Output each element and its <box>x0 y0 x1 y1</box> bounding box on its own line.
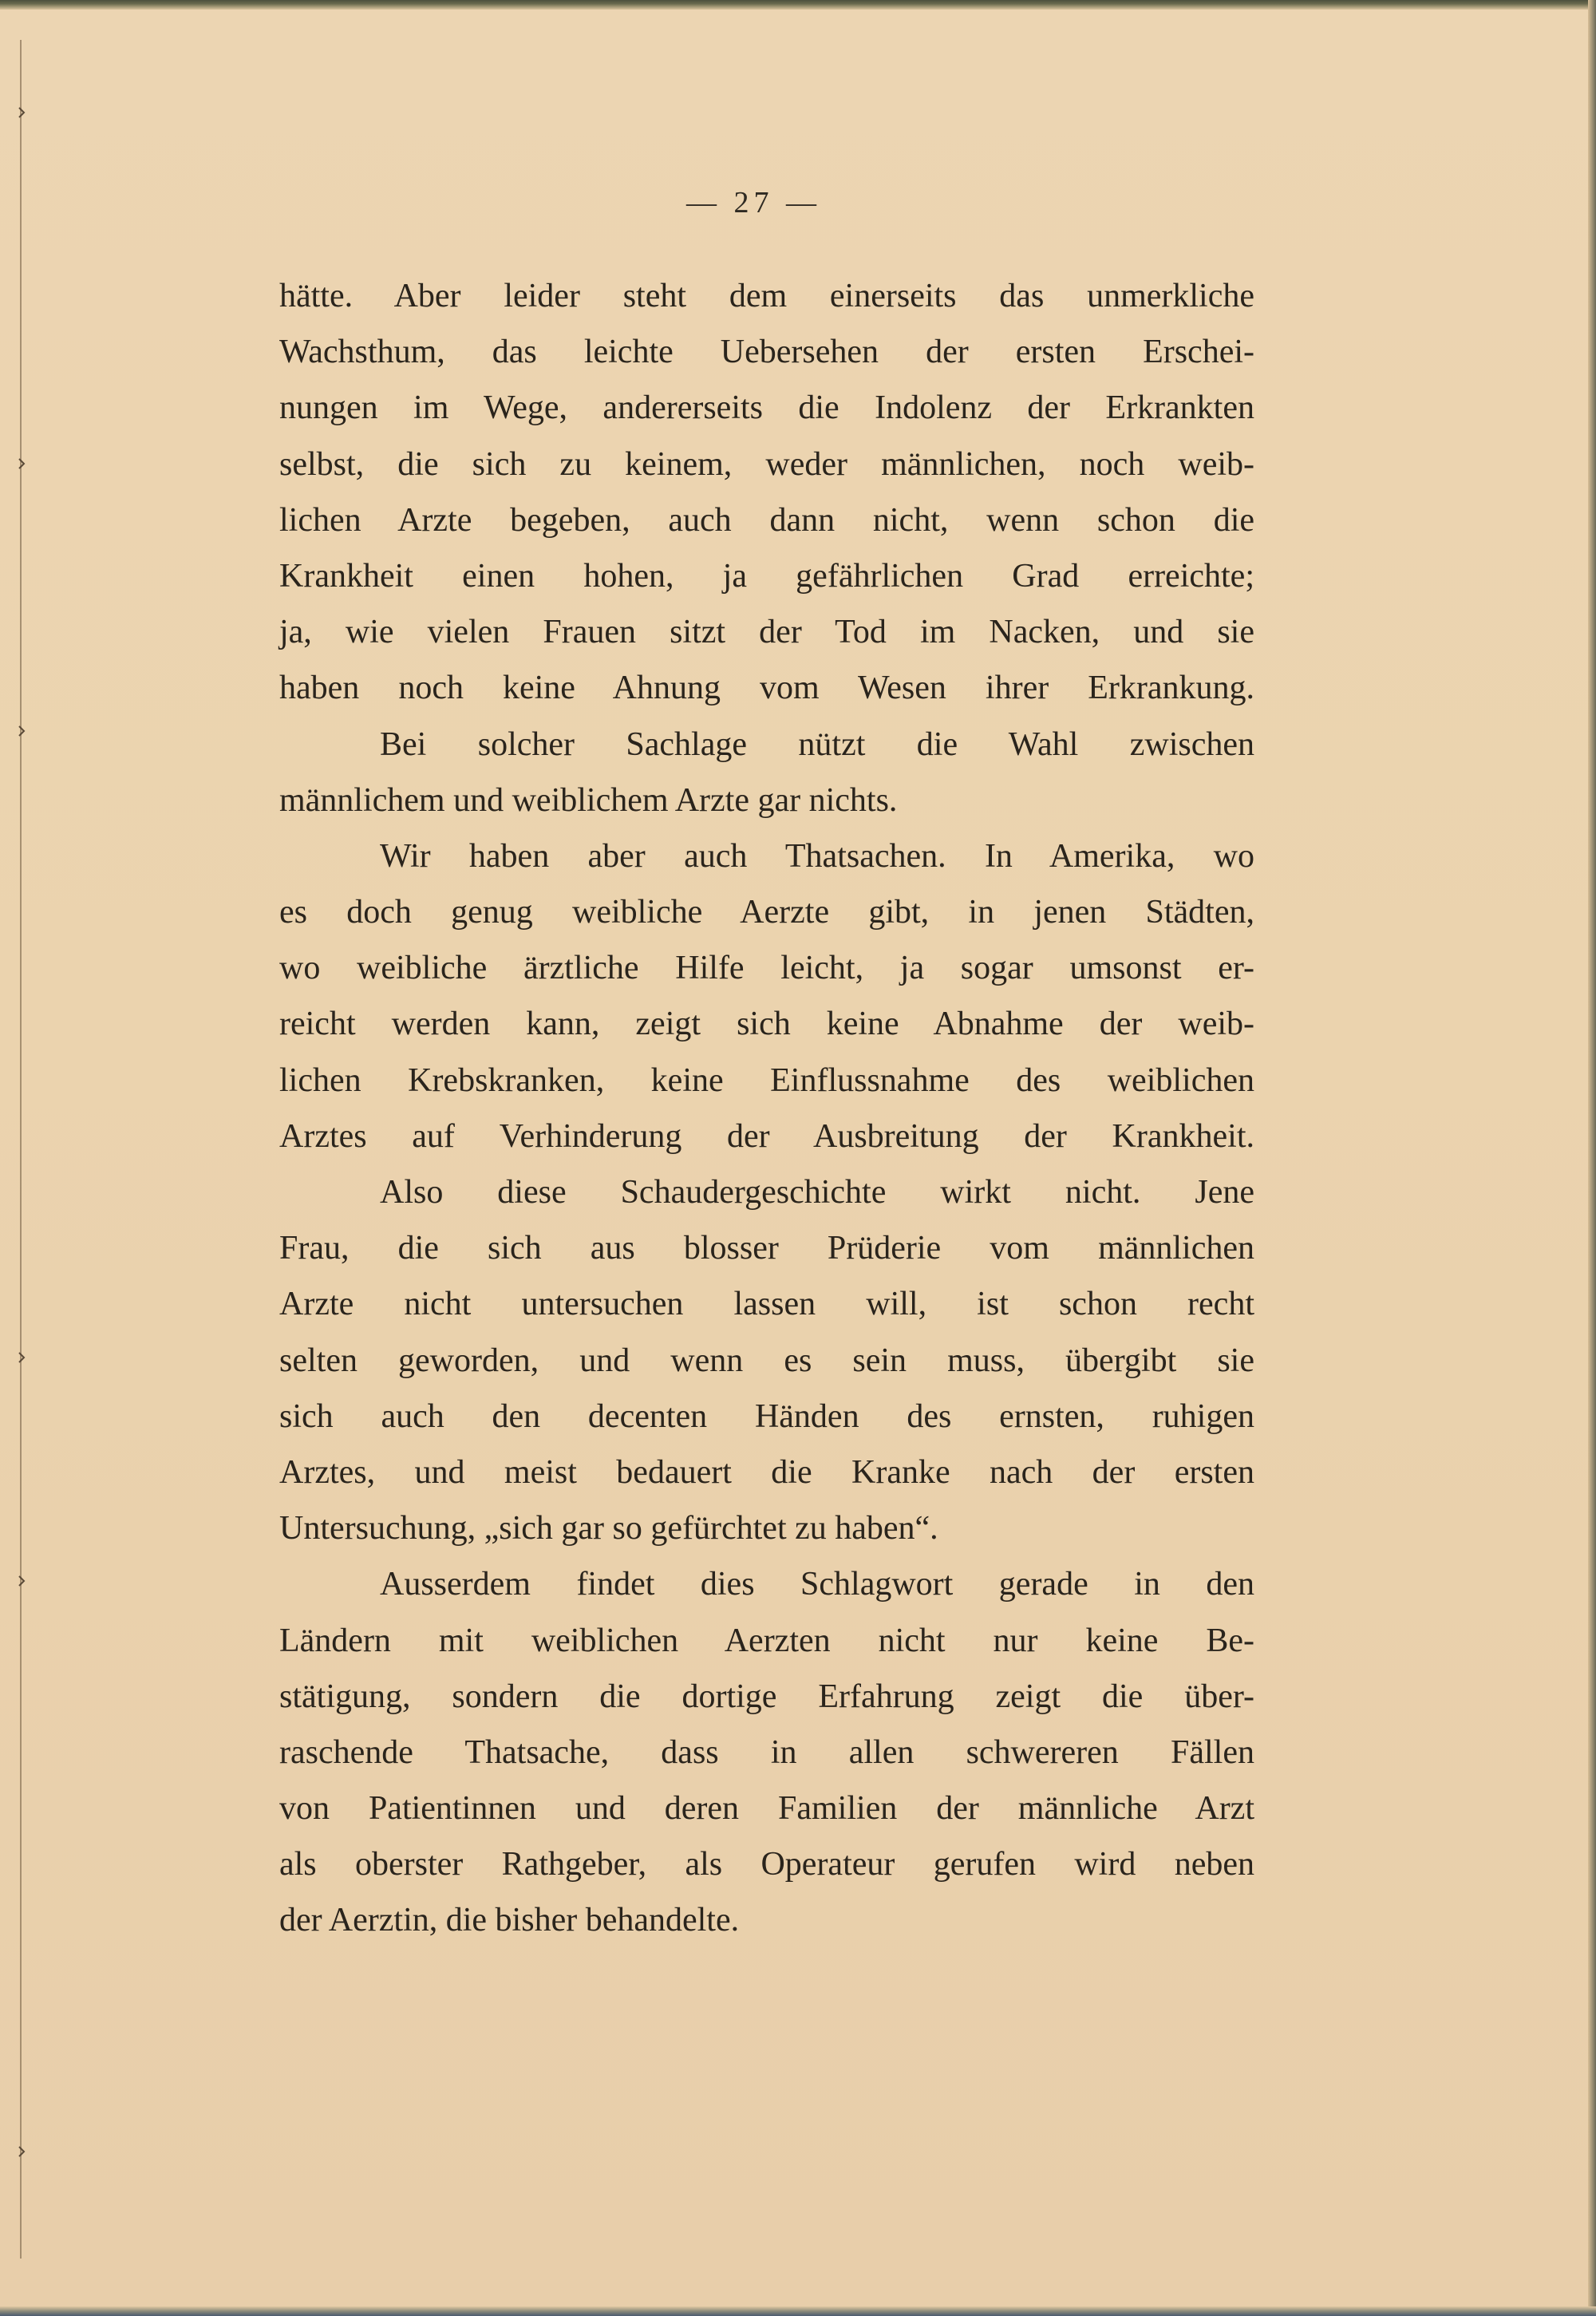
text-line: Frau, die sich aus blosser Prüderie vom männlichen <box>279 1230 1254 1267</box>
text-line: ja, wie vielen Frauen sitzt der Tod im Nacken, und sie <box>279 614 1254 651</box>
text-line: haben noch keine Ahnung vom Wesen ihrer Erkrankung. <box>279 670 1254 707</box>
text-line: als oberster Rathgeber, als Operateur gerufen wird neben <box>279 1846 1254 1883</box>
text-line: Untersuchung, „sich gar so gefürchtet zu haben“. <box>279 1510 938 1547</box>
text-line: Arztes auf Verhinderung der Ausbreitung der Krankheit. <box>279 1117 1254 1155</box>
text-line: Wir haben aber auch Thatsachen. In Amerika, wo <box>380 837 1254 875</box>
text-line: männlichem und weiblichem Arzte gar nichts. <box>279 781 898 819</box>
text-line: Ausserdem findet dies Schlagwort gerade in den <box>380 1566 1254 1603</box>
text-line: Wachsthum, das leichte Uebersehen der ersten Erschei- <box>279 334 1254 371</box>
text-line: hätte. Aber leider steht dem einerseits das unmerkliche <box>279 278 1254 314</box>
text-line: Also diese Schaudergeschichte wirkt nicht. Jene <box>380 1174 1254 1211</box>
text-line: Krankheit einen hohen, ja gefährlichen Grad erreichte; <box>279 557 1254 595</box>
page-top-edge <box>0 0 1596 10</box>
text-line: raschende Thatsache, dass in allen schwereren Fällen <box>279 1733 1254 1771</box>
text-line: Bei solcher Sachlage nützt die Wahl zwischen <box>380 725 1254 763</box>
text-line: stätigung, sondern die dortige Erfahrung zeigt die über- <box>279 1678 1254 1715</box>
text-line: Ländern mit weiblichen Aerzten nicht nur keine Be- <box>279 1622 1254 1659</box>
page-bottom-edge <box>0 2306 1596 2316</box>
text-line: sich auch den decenten Händen des ernsten, ruhigen <box>279 1397 1254 1435</box>
text-line: Arztes, und meist bedauert die Kranke nach der ersten <box>279 1453 1254 1491</box>
page-right-edge <box>1588 0 1596 2316</box>
binding-stitch-marks <box>18 32 37 2267</box>
text-line: Arzte nicht untersuchen lassen will, ist schon recht <box>279 1286 1254 1323</box>
text-line: es doch genug weibliche Aerzte gibt, in jenen Städten, <box>279 894 1254 931</box>
text-line: lichen Arzte begeben, auch dann nicht, wenn schon die <box>279 501 1254 539</box>
text-line: von Patientinnen und deren Familien der männliche Arzt <box>279 1790 1254 1828</box>
text-line: der Aerztin, die bisher behandelte. <box>279 1902 740 1939</box>
body-text <box>279 268 1254 1949</box>
text-line: nungen im Wege, andererseits die Indolenz der Erkrankten <box>279 389 1254 427</box>
text-line: selten geworden, und wenn es sein muss, übergibt sie <box>279 1342 1254 1379</box>
page-number: — 27 — <box>686 186 821 219</box>
text-line: wo weibliche ärztliche Hilfe leicht, ja sogar umsonst er- <box>279 950 1254 987</box>
text-line: reicht werden kann, zeigt sich keine Abnahme der weib- <box>279 1006 1254 1043</box>
text-line: lichen Krebskranken, keine Einflussnahme des weiblichen <box>279 1061 1254 1099</box>
text-line: selbst, die sich zu keinem, weder männlichen, noch weib- <box>279 445 1254 483</box>
